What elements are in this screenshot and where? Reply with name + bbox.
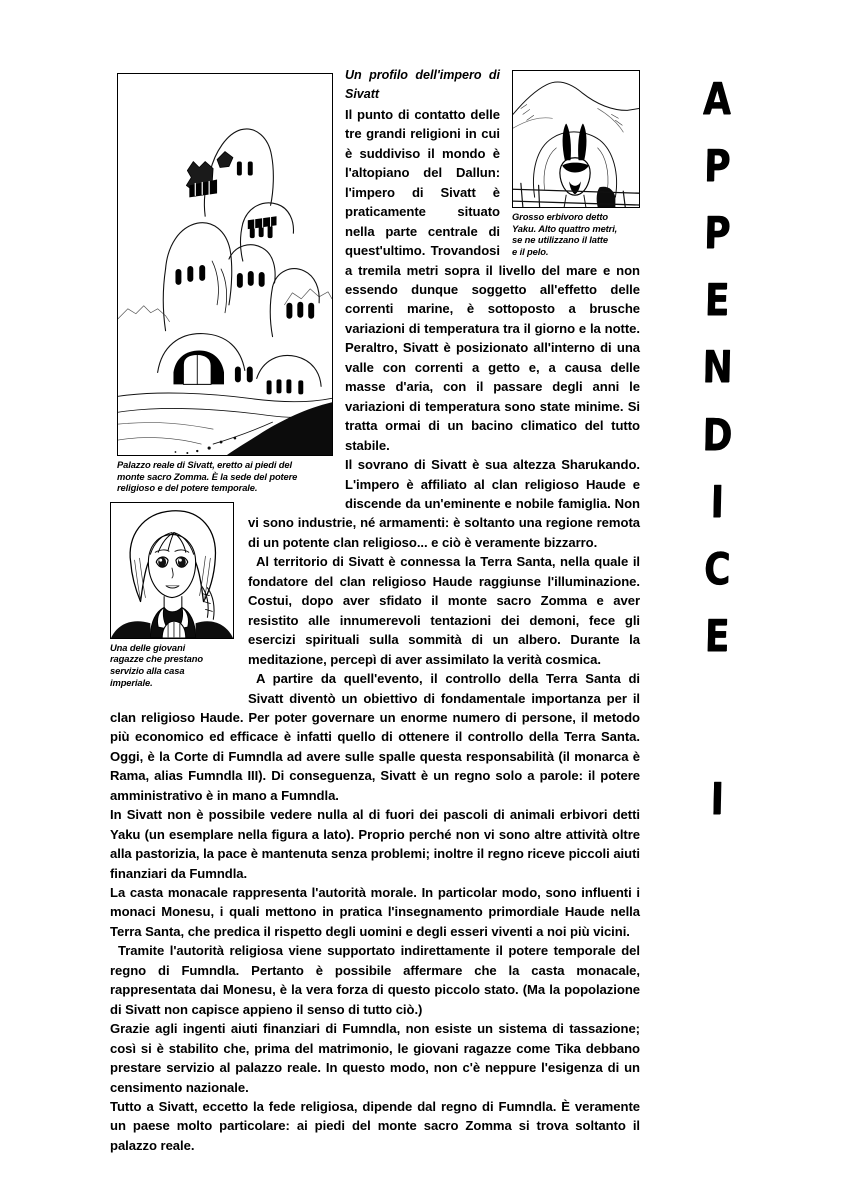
appendix-number: I [709, 773, 725, 825]
palazzo-reale-frame [117, 73, 333, 456]
paragraph: Grazie agli ingenti aiuti finanziari di Fumndla, non esiste un sistema di tassazione; così si è stabilito che, prima del matrimonio, le giovani ragazze come Tika debbano prestare servizio al palazzo reale. In questo modo, non c'è neppure l'esigenza di un censimento nazionale. [110, 1021, 640, 1095]
yaku-illustration [513, 71, 639, 207]
caption-line: imperiale. [110, 676, 153, 688]
caption-line: Una delle giovani [110, 641, 186, 653]
appendix-letter: P [703, 141, 731, 193]
article-section-title: Un profilo dell'impero di Sivatt [345, 68, 500, 102]
paragraph: Il sovrano di Sivatt è sua altezza Sharukando. L'impero è affiliato al clan religioso Haude e discende da un'eminente e nobile famiglia. Non vi sono industrie, né armamenti: è soltanto una regione remota di un potente clan religioso... e ciò è veramente bizzarro. [248, 457, 640, 550]
article-body [110, 66, 640, 1155]
paragraph: Al territorio di Sivatt è connessa la Terra Santa, nella quale il fondatore del clan religioso Haude raggiunse l'illuminazione. Costui, dopo aver sfidato il monte sacro Zomma e aver resistito alle innumerevoli tentazioni dei demoni, fece gli esercizi spirituali sulla sommità di un albero. Durante la meditazione, percepì di aver assimilato la verità cosmica. [248, 554, 640, 667]
giovane-ragazza-illustration [111, 503, 233, 638]
caption-line: monte sacro Zomma. È la sede del potere [117, 470, 298, 482]
figure-giovane-ragazza [110, 502, 234, 688]
appendix-letter: E [704, 610, 730, 662]
appendix-letter: C [703, 543, 731, 595]
palazzo-reale-illustration [118, 74, 332, 455]
caption-line: Grosso erbivoro detto [512, 211, 608, 222]
paragraph: Tutto a Sivatt, eccetto la fede religiosa, dipende dal regno di Fumndla. È veramente un paese molto particolare: ai piedi del monte sacro Zomma si trova soltanto il palazzo reale. [110, 1099, 640, 1153]
appendix-letter: P [703, 208, 731, 260]
yaku-frame [512, 70, 640, 208]
paragraph: Il punto di contatto delle tre grandi religioni in cui è suddiviso il mondo è l'altopiano del Dallun: l'impero di Sivatt è praticamente situato nella parte centrale di quest'ultimo. Trovandosi a tremila metri sopra il livello del mare e non essendo dunque soggetto all'effetto delle correnti marine, è sottoposto a brusche variazioni di temperatura tra il giorno e la notte. Peraltro, Sivatt è posizionato all'interno di una valle con correnti a getto e, a causa delle masse d'aria, con il passare degli anni le variazioni di temperatura sono state minime. Si tratta ormai di un bacino climatico del tutto stabile. [345, 106, 640, 453]
palazzo-reale-caption [117, 459, 333, 494]
paragraph: Tramite l'autorità religiosa viene supportato indirettamente il potere temporale del regno di Fumndla. Pertanto è possibile affermare che la casta monacale, rappresentata dai Monesu, è la vera forza di questo piccolo stato. (Ma la popolazione di Sivatt non capisce appieno il senso di tutto ciò.) [110, 943, 640, 1017]
appendix-letter: E [704, 275, 730, 327]
appendix-letter: N [701, 342, 733, 394]
caption-line: Palazzo reale di Sivatt, eretto ai piedi del [117, 459, 292, 470]
paragraph: La casta monacale rappresenta l'autorità morale. In particolar modo, sono influenti i monaci Monesu, i quali mettono in pratica l'insegnamento primordiale Haude nella Terra Santa, che predica il rispetto degli uomini e degli esseri viventi a noi più vicini. [110, 885, 640, 939]
caption-line: se ne utilizzano il latte [512, 234, 608, 246]
caption-line: servizio alla casa [110, 664, 185, 676]
caption-line: religioso e del potere temporale. [117, 482, 258, 494]
appendix-letter: I [709, 476, 725, 528]
figure-palazzo-reale [117, 73, 333, 494]
appendix-letter: D [701, 409, 733, 461]
giovane-ragazza-caption [110, 642, 234, 688]
appendix-letter: A [702, 74, 732, 125]
paragraph: A partire da quell'evento, il controllo della Terra Santa di Sivatt diventò un obiettivo di fondamentale importanza per il clan religioso Haude. Per poter governare un enorme numero di persone, il metodo più economico ed efficace è infatti quello di ottenere il controllo della Terra Santa. Oggi, è la Corte di Fumndla ad avere sulle spalle questa responsabilità (il monarca è Rama, alias Fumndla III). Di conseguenza, Sivatt è un regno solo a parole: il potere amministrativo è in mano a Fumndla. [110, 671, 640, 803]
caption-line: Yaku. Alto quattro metri, [512, 222, 618, 234]
yaku-caption [512, 211, 640, 257]
caption-line: e il pelo. [512, 245, 549, 257]
caption-line: ragazze che prestano [110, 653, 203, 665]
appendix-vertical-title [672, 74, 762, 1118]
figure-yaku [512, 70, 640, 257]
giovane-ragazza-frame [110, 502, 234, 639]
paragraph: In Sivatt non è possibile vedere nulla al di fuori dei pascoli di animali erbivori detti Yaku (un esemplare nella figura a lato). Proprio perché non vi sono altre attività oltre alla pastorizia, la pace è mantenuta senza problemi; inoltre il regno riceve piccoli aiuti finanziari da Fumndla. [110, 807, 640, 881]
